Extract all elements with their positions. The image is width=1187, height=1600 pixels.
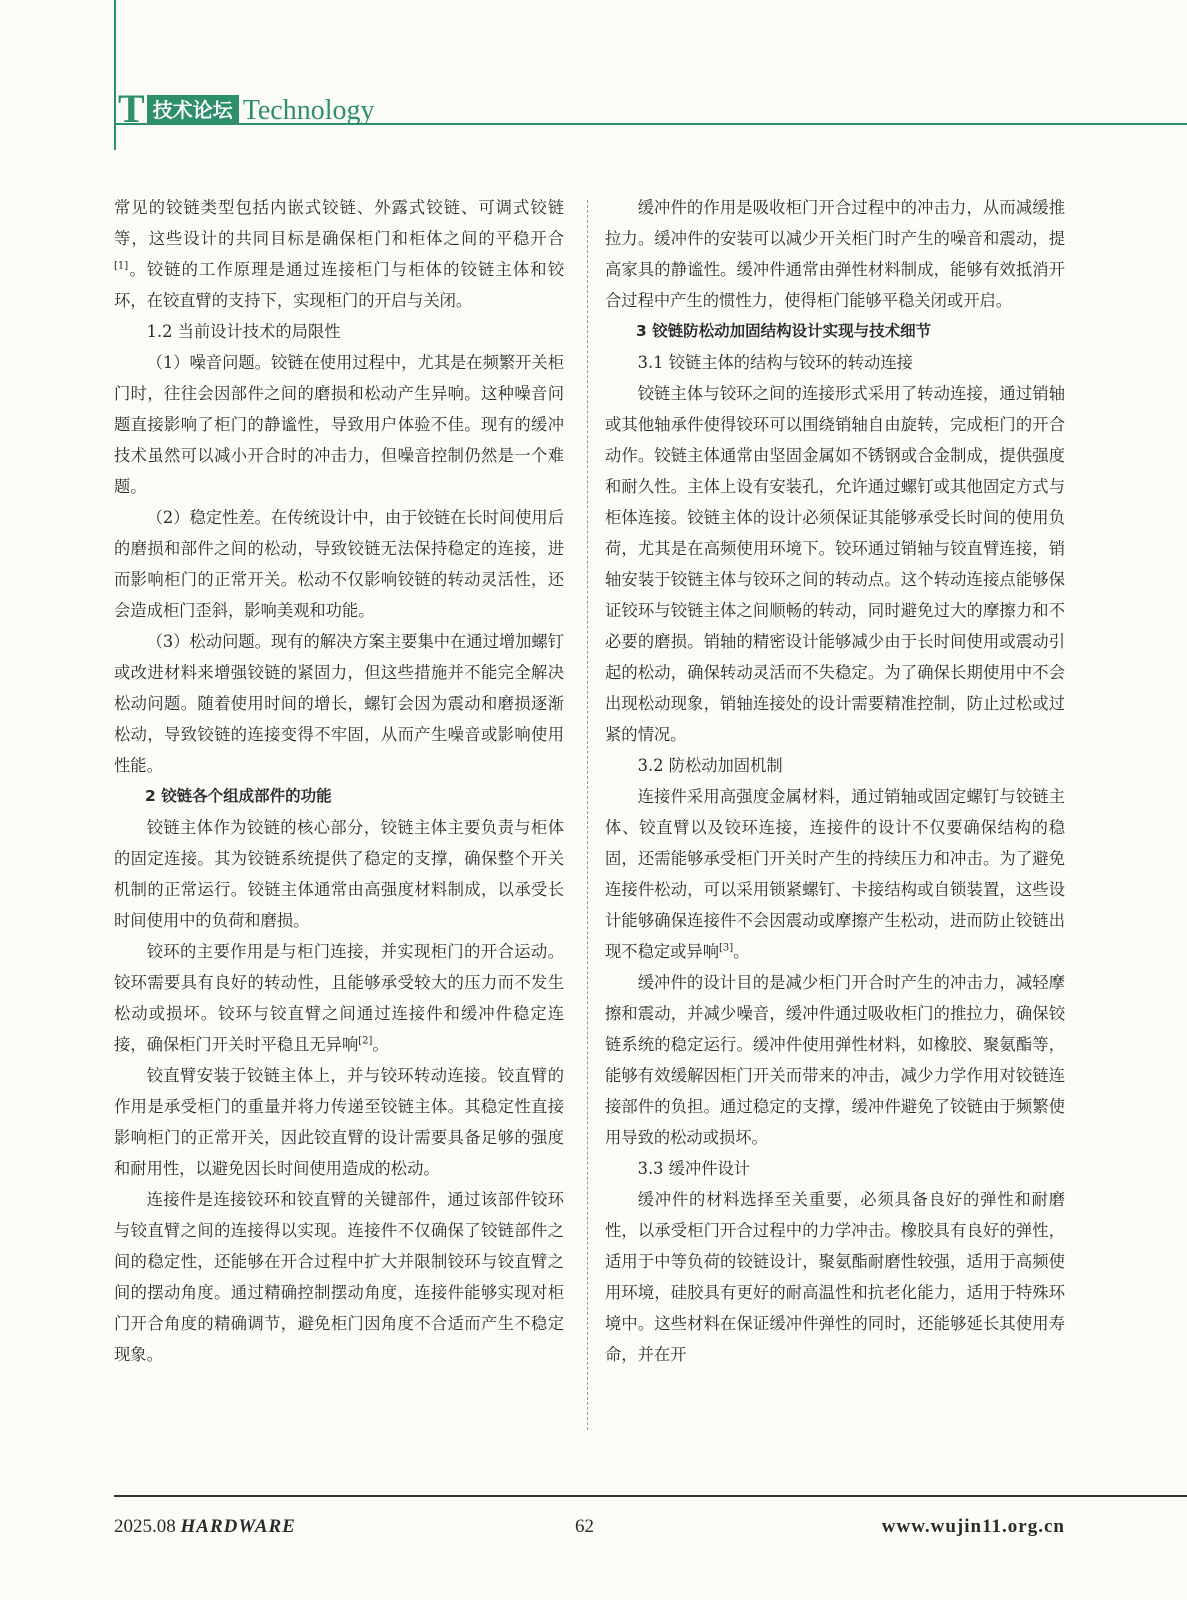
body-paragraph (114, 812, 564, 936)
paragraph-text: 1.2 当前设计技术的局限性 (146, 322, 341, 341)
paragraph-text: 连接件是连接铰环和铰直臂的关键部件，通过该部件铰环与铰直臂之间的连接得以实现。连接件不仅确保了铰链部件之间的稳定性，还能够在开合过程中扩大并限制铰环与铰直臂之间的摆动角度。通过精确控制摆动角度，连接件能够实现对柜门开合角度的精确调节，避免柜门因角度不合适而产生不稳定现象。 (114, 1190, 564, 1364)
left-column (114, 192, 564, 1370)
paragraph-text: 铰链主体与铰环之间的连接形式采用了转动连接，通过销轴或其他轴承件使得铰环可以围绕销轴自由旋转，完成柜门的开合动作。铰链主体通常由坚固金属如不锈钢或合金制成，提供强度和耐久性。主体上设有安装孔，允许通过螺钉或其他固定方式与柜体连接。铰链主体的设计必须保证其能够承受长时间的使用负荷，尤其是在高频使用环境下。铰环通过销轴与铰直臂连接，销轴安装于铰链主体与铰环之间的转动点。这个转动连接点能够保证铰环与铰链主体之间顺畅的转动，同时避免过大的摩擦力和不必要的磨损。销轴的精密设计能够减少由于长时间使用或震动引起的松动，确保转动灵活而不失稳定。为了确保长期使用中不会出现松动现象，销轴连接处的设计需要精准控制，防止过松或过紧的情况。 (605, 384, 1065, 744)
body-paragraph (114, 1060, 564, 1184)
paragraph-text: 铰链主体作为铰链的核心部分，铰链主体主要负责与柜体的固定连接。其为铰链系统提供了稳定的支撑，确保整个开关机制的正常运行。铰链主体通常由高强度材料制成，以承受长时间使用中的负荷和磨损。 (114, 818, 564, 930)
body-paragraph (605, 967, 1065, 1153)
body-paragraph (605, 192, 1065, 316)
paragraph-text: 缓冲件的设计目的是减少柜门开合时产生的冲击力，减轻摩擦和震动，并减少噪音，缓冲件通过吸收柜门的推拉力，确保铰链系统的稳定运行。缓冲件使用弹性材料，如橡胶、聚氨酯等，能够有效缓解因柜门开关而带来的冲击，减少力学作用对铰链连接部件的负担。通过稳定的支撑，缓冲件避免了铰链由于频繁使用导致的松动或损坏。 (605, 973, 1065, 1147)
body-paragraph (114, 1184, 564, 1370)
body-paragraph (605, 378, 1065, 750)
body-paragraph (114, 192, 564, 316)
paragraph-text: 3.1 铰链主体的结构与铰环的转动连接 (637, 353, 913, 372)
subsection-heading (605, 1153, 1065, 1184)
paragraph-text: 缓冲件的材料选择至关重要，必须具备良好的弹性和耐磨性，以承受柜门开合过程中的力学冲击。橡胶具有良好的弹性，适用于中等负荷的铰链设计，聚氨酯耐磨性较强，适用于高频使用环境，硅胶具有更好的耐高温性和抗老化能力，适用于特殊环境中。这些材料在保证缓冲件弹性的同时，还能够延长其使用寿命，并在开 (605, 1190, 1065, 1364)
footer-url: www.wujin11.org.cn (881, 1516, 1065, 1537)
column-title-en: Technology (242, 95, 375, 126)
body-paragraph (114, 626, 564, 781)
paragraph-text: 3.2 防松动加固机制 (637, 756, 783, 775)
citation-ref: [2] (358, 1035, 373, 1047)
body-paragraph (605, 781, 1065, 967)
citation-ref: [1] (114, 260, 129, 272)
paragraph-text: 铰直臂安装于铰链主体上，并与铰环转动连接。铰直臂的作用是承受柜门的重量并将力传递至铰链主体。其稳定性直接影响柜门的正常开关，因此铰直臂的设计需要具备足够的强度和耐用性，以避免因长时间使用造成的松动。 (114, 1066, 564, 1178)
subsection-heading (605, 347, 1065, 378)
page-number: 62 (575, 1516, 594, 1537)
paragraph-text-continued: 。铰链的工作原理是通过连接柜门与柜体的铰链主体和铰环，在铰直臂的支持下，实现柜门的开启与关闭。 (114, 260, 564, 310)
body-paragraph (605, 1184, 1065, 1370)
paragraph-text: 常见的铰链类型包括内嵌式铰链、外露式铰链、可调式铰链等，这些设计的共同目标是确保柜门和柜体之间的平稳开合 (114, 198, 564, 248)
footer-magazine-name: HARDWARE (180, 1516, 296, 1537)
citation-ref: [3] (718, 942, 734, 954)
paragraph-text: （3）松动问题。现有的解决方案主要集中在通过增加螺钉或改进材料来增强铰链的紧固力，但这些措施并不能完全解决松动问题。随着使用时间的增长，螺钉会因为震动和磨损逐渐松动，导致铰链的连接变得不牢固，从而产生噪音或影响使用性能。 (114, 632, 564, 775)
column-title-cn: 技术论坛 (147, 95, 239, 125)
body-paragraph (114, 936, 564, 1060)
body-paragraph (114, 347, 564, 502)
column-divider (587, 200, 588, 1430)
right-column (605, 192, 1065, 1370)
subsection-heading (605, 750, 1065, 781)
footer-date: 2025.08 (114, 1516, 176, 1537)
body-paragraph (114, 502, 564, 626)
paragraph-text: 缓冲件的作用是吸收柜门开合过程中的冲击力，从而减缓推拉力。缓冲件的安装可以减少开关柜门时产生的噪音和震动，提高家具的静谧性。缓冲件通常由弹性材料制成，能够有效抵消开合过程中产生的惯性力，使得柜门能够平稳关闭或开启。 (605, 198, 1065, 310)
section-heading (114, 781, 564, 812)
paragraph-text: 连接件采用高强度金属材料，通过销轴或固定螺钉与铰链主体、铰直臂以及铰环连接，连接件的设计不仅要确保结构的稳固，还需能够承受柜门开关时产生的持续压力和冲击。为了避免连接件松动，可以采用锁紧螺钉、卡接结构或自锁装置，这些设计能够确保连接件不会因震动或摩擦产生松动，进而防止铰链出现不稳定或异响 (605, 787, 1065, 961)
paragraph-text: （1）噪音问题。铰链在使用过程中，尤其是在频繁开关柜门时，往往会因部件之间的磨损和松动产生异响。这种噪音问题直接影响了柜门的静谧性，导致用户体验不佳。现有的缓冲技术虽然可以减小开合时的冲击力，但噪音控制仍然是一个难题。 (114, 353, 564, 496)
footer-issue (114, 1516, 296, 1538)
subsection-heading (114, 316, 564, 347)
paragraph-text-continued: 。 (372, 1035, 389, 1054)
header-vertical-rule (114, 0, 116, 150)
paragraph-text: 2 铰链各个组成部件的功能 (145, 787, 332, 805)
section-heading (605, 316, 1065, 347)
paragraph-text: （2）稳定性差。在传统设计中，由于铰链在长时间使用后的磨损和部件之间的松动，导致铰链无法保持稳定的连接，进而影响柜门的正常开关。松动不仅影响铰链的转动灵活性，还会造成柜门歪斜，影响美观和功能。 (114, 508, 564, 620)
paragraph-text-continued: 。 (733, 942, 750, 961)
paragraph-text: 铰环的主要作用是与柜门连接，并实现柜门的开合运动。铰环需要具有良好的转动性，且能够承受较大的压力而不发生松动或损坏。铰环与铰直臂之间通过连接件和缓冲件稳定连接，确保柜门开关时平稳且无异响 (114, 942, 564, 1054)
paragraph-text: 3 铰链防松动加固结构设计实现与技术细节 (636, 322, 932, 340)
column-header (118, 86, 375, 131)
paragraph-text: 3.3 缓冲件设计 (637, 1159, 751, 1178)
column-logo-letter: T (118, 86, 145, 131)
footer-rule (114, 1495, 1187, 1497)
